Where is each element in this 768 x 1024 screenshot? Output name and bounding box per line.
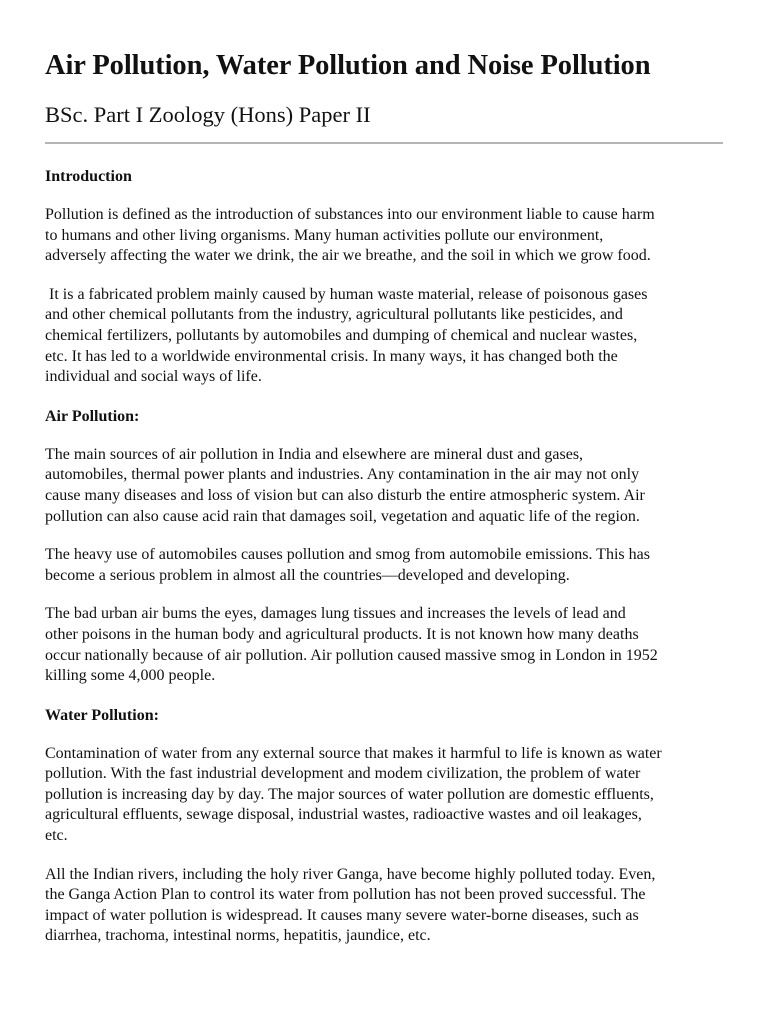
document-body bbox=[45, 166, 725, 947]
section-water-pollution bbox=[45, 705, 725, 947]
text-line: become a serious problem in almost all the countries—developed and developing. bbox=[45, 566, 570, 584]
paragraph bbox=[45, 545, 725, 586]
paragraph bbox=[45, 865, 725, 947]
paragraph bbox=[45, 744, 725, 847]
text-line: chemical fertilizers, pollutants by automobiles and dumping of chemical and nuclear wastes, bbox=[45, 326, 638, 344]
section-introduction bbox=[45, 166, 725, 388]
text-line: to humans and other living organisms. Many human activities pollute our environment, bbox=[45, 226, 604, 244]
text-line: It is a fabricated problem mainly caused by human waste material, release of poisonous gases bbox=[45, 285, 648, 303]
paragraph bbox=[45, 285, 725, 388]
paragraph bbox=[45, 604, 725, 686]
section-heading: Air Pollution: bbox=[45, 407, 140, 425]
document-title: Air Pollution, Water Pollution and Noise Pollution bbox=[45, 50, 651, 81]
paragraph bbox=[45, 445, 725, 527]
section-heading: Water Pollution: bbox=[45, 706, 159, 724]
text-line: diarrhea, trachoma, intestinal norms, hepatitis, jaundice, etc. bbox=[45, 927, 431, 945]
text-line: occur nationally because of air pollution. Air pollution caused massive smog in London in 1952 bbox=[45, 646, 658, 664]
text-line: other poisons in the human body and agricultural products. It is not known how many deaths bbox=[45, 625, 639, 643]
text-line: etc. It has led to a worldwide environmental crisis. In many ways, it has changed both the bbox=[45, 347, 618, 365]
document-page bbox=[45, 48, 725, 965]
text-line: The heavy use of automobiles causes pollution and smog from automobile emissions. This has bbox=[45, 546, 650, 564]
text-line: adversely affecting the water we drink, the air we breathe, and the soil in which we grow food. bbox=[45, 247, 651, 265]
text-line: pollution is increasing day by day. The major sources of water pollution are domestic effluents, bbox=[45, 785, 654, 803]
text-line: the Ganga Action Plan to control its water from pollution has not been proved successful. The bbox=[45, 886, 646, 904]
paragraph bbox=[45, 205, 725, 267]
text-line: killing some 4,000 people. bbox=[45, 667, 216, 685]
section-air-pollution bbox=[45, 406, 725, 687]
text-line: The main sources of air pollution in India and elsewhere are mineral dust and gases, bbox=[45, 445, 584, 463]
text-line: cause many diseases and loss of vision but can also disturb the entire atmospheric system. Air bbox=[45, 486, 645, 504]
text-line: Pollution is defined as the introduction of substances into our environment liable to cause harm bbox=[45, 206, 655, 223]
text-line: and other chemical pollutants from the industry, agricultural pollutants like pesticides, and bbox=[45, 306, 623, 324]
title-divider bbox=[45, 142, 723, 144]
text-line: agricultural effluents, sewage disposal, industrial wastes, radioactive wastes and oil leakages, bbox=[45, 806, 642, 824]
text-line: All the Indian rivers, including the holy river Ganga, have become highly polluted today. Even, bbox=[45, 865, 656, 883]
text-line: impact of water pollution is widespread. It causes many severe water-borne diseases, such as bbox=[45, 906, 639, 924]
document-subtitle: BSc. Part I Zoology (Hons) Paper II bbox=[45, 102, 371, 127]
text-line: etc. bbox=[45, 827, 68, 845]
section-heading: Introduction bbox=[45, 168, 132, 185]
text-line: Contamination of water from any external source that makes it harmful to life is known as water bbox=[45, 744, 662, 762]
text-line: automobiles, thermal power plants and industries. Any contamination in the air may not only bbox=[45, 466, 640, 484]
text-line: pollution. With the fast industrial development and modem civilization, the problem of water bbox=[45, 765, 641, 783]
text-line: individual and social ways of life. bbox=[45, 368, 262, 386]
text-line: The bad urban air bums the eyes, damages lung tissues and increases the levels of lead and bbox=[45, 605, 626, 623]
text-line: pollution can also cause acid rain that damages soil, vegetation and aquatic life of the region. bbox=[45, 507, 640, 525]
